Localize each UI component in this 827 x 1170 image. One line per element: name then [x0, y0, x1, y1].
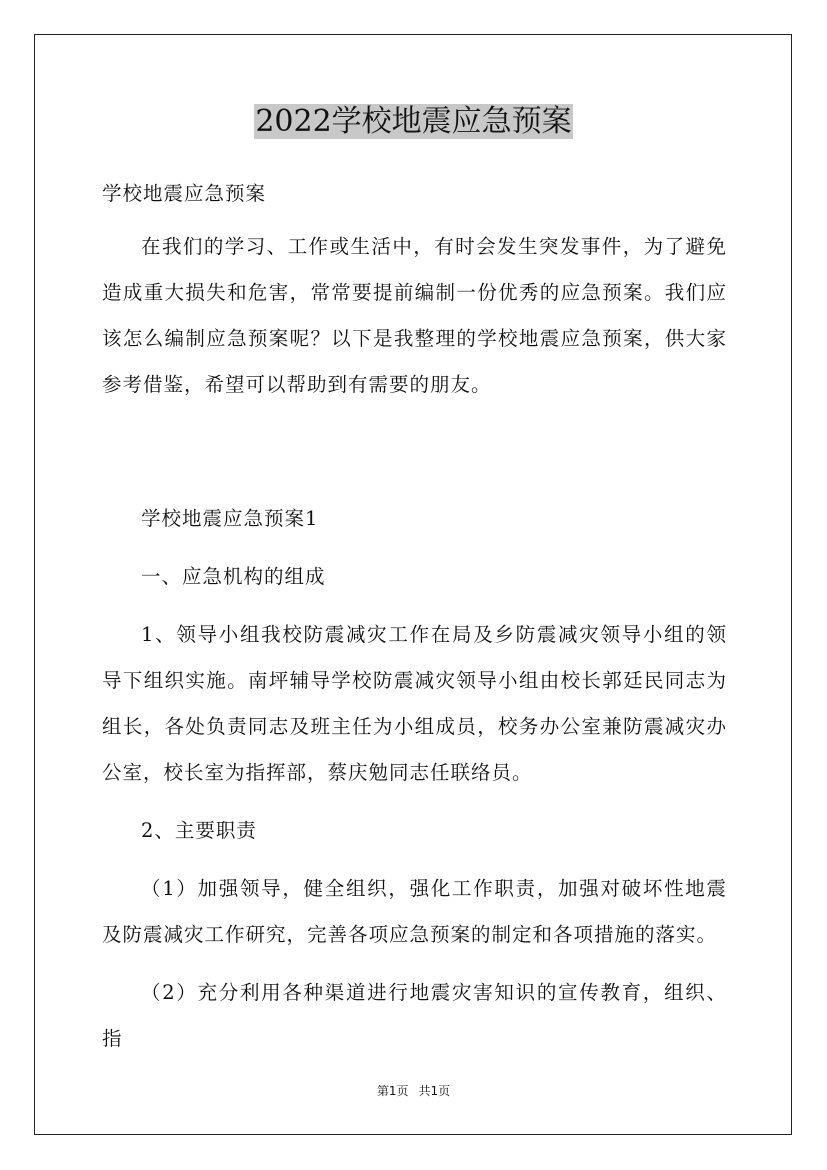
- duty-1-paragraph: （1）加强领导，健全组织，强化工作职责，加强对破坏性地震及防震减灾工作研究，完善各项应急预案的制定和各项措施的落实。: [102, 877, 727, 946]
- intro-paragraph: 在我们的学习、工作或生活中，有时会发生突发事件，为了避免造成重大损失和危害，常常要提前编制一份优秀的应急预案。我们应该怎么编制应急预案呢？以下是我整理的学校地震应急预案，供大家参考借鉴，希望可以帮助到有需要的朋友。: [102, 235, 727, 396]
- document-subtitle: 学校地震应急预案: [102, 182, 267, 205]
- intro-block: [102, 224, 727, 408]
- item-2-heading: 2、主要职责: [141, 819, 257, 842]
- page-number-current: 第1页: [376, 1084, 409, 1098]
- item-1-paragraph: 1、领导小组我校防震减灾工作在局及乡防震减灾领导小组的领导下组织实施。南坪辅导学校防震减灾领导小组由校长郭廷民同志为组长，各处负责同志及班主任为小组成员，校务办公室兼防震减灾办公室，校长室为指挥部，蔡庆勉同志任联络员。: [102, 623, 727, 784]
- section-heading: 学校地震应急预案1: [141, 507, 319, 530]
- page-number-total: 共1页: [418, 1084, 451, 1098]
- document-title: [0, 100, 827, 144]
- part-heading: 一、应急机构的组成: [141, 565, 326, 588]
- content-block: [102, 496, 727, 1062]
- page-footer: [0, 1082, 827, 1100]
- document-title-text: 2022学校地震应急预案: [255, 104, 572, 139]
- duty-2-paragraph: （2）充分利用各种渠道进行地震灾害知识的宣传教育，组织、指: [102, 981, 727, 1050]
